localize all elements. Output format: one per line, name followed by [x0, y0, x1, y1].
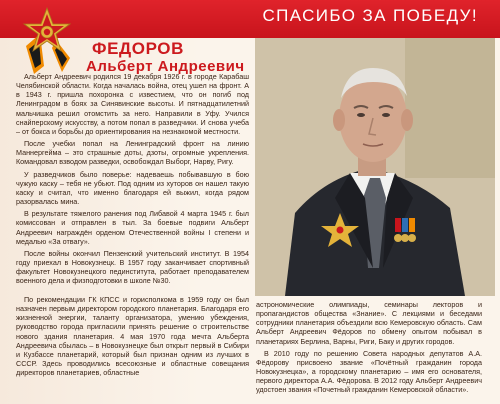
- portrait-photo: [255, 38, 495, 296]
- paragraph: Альберт Андреевич родился 19 декабря 1926 г. в городе Карабаш Челябинской области. Когда началась война, отец ушел на фронт. А в 1943 г. пришла похоронка с известием, что он погиб под Ленинградом в боях за Синявинские высоты. И пятнадцатилетний мальчишка решил отомстить за него. Направили в Уфу. Учился снайперскому искусству, а потом попал в разведчики. И снова учеба – от бокса и борьбы до ориентирования на незнакомой местности.: [16, 72, 249, 136]
- paragraph: В результате тяжелого ранения под Либавой 4 марта 1945 г. был комиссован и отправлен в тыл. За боевые подвиги Альберт Андреевич награждён орденом Отечественной войны I степени и медалью «За отвагу».: [16, 209, 249, 246]
- banner-title: СПАСИБО ЗА ПОБЕДУ!: [262, 6, 478, 25]
- biography-column-left-lower: [16, 295, 249, 380]
- person-given-names: Альберт Андреевич: [86, 58, 245, 75]
- biography-column-right: [256, 300, 482, 398]
- st-george-ribbon-icon: [12, 4, 82, 76]
- paragraph: У разведчиков было поверье: надеваешь побывавшую в бою чужую каску – тебя не убьют. Под одним из хуторов он нашел такую каску и считал, что именно благодаря ей выжил, когда рядом разорвалась мина.: [16, 169, 249, 207]
- biography-column-left: [16, 72, 249, 288]
- paragraph: После учебки попал на Ленинградский фронт на линию Маннергейма – это страшные доты, дзоты, огромные укрепления. Командовал взводом разведки, освобождал Выборг, Нарву, Ригу.: [16, 139, 249, 167]
- person-surname: ФЕДОРОВ: [92, 39, 184, 58]
- paragraph: По рекомендации ГК КПСС и горисполкома в 1959 году он был назначен первым директором городского планетария. Благодаря его жизненной энергии, таланту организатора, умению убеждения, руководство города пригласили принять решение о строительстве нового здания планетария. 4 мая 1970 года мечта Альберта Андреевича сбылась – в Новокузнецке был открыт первый в Сибири и Кузбассе планетарий, который был признан одним из лучших в СССР. Здесь проводились всесоюзные и областные совещания директоров планетариев, областные: [16, 295, 249, 378]
- paragraph: После войны окончил Пензенский учительский институт. В 1954 году приехал в Новокузнецк. В 1957 году заканчивает спортивный факультет Новокузнецкого пединститута, работает преподавателем военного дела и физподготовки в школе №30.: [16, 248, 249, 286]
- paragraph: астрономические олимпиады, семинары лекторов и пропагандистов общества «Знание». С лекциями и беседами сотрудники планетария объездили всю Кемеровскую область. Сам Альберт Андреевич Фёдоров по обмену опытом побывал в планетариях Берлина, Варны, Риги, Баку и других городов.: [256, 300, 482, 346]
- paragraph: В 2010 году по решению Совета народных депутатов А.А. Фёдорову присвоено звание «Почётный гражданин города Новокузнецка», а городскому планетарию – имя его основателя, первого директора А.А. Фёдорова. В 2012 году Альберт Андреевич удостоен звания «Почетный гражданин Кемеровской области».: [256, 348, 482, 395]
